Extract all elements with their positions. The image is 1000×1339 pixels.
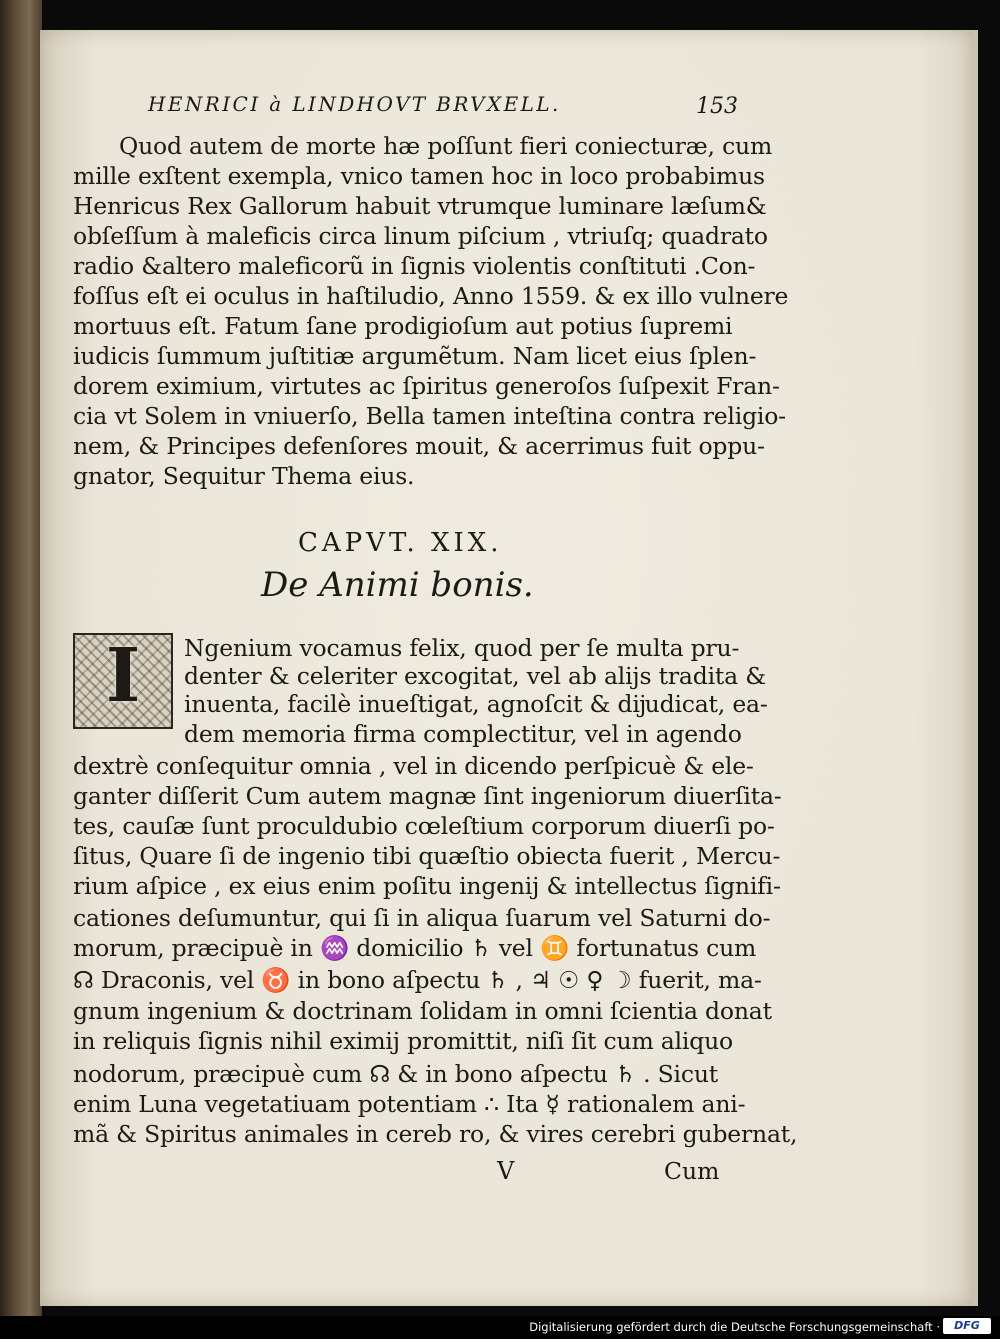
text-line: ganter diſſerit Cum autem magnæ ſint ingeniorum diuerſita-: [73, 782, 782, 810]
text-line: nodorum, præcipuè cum ☊ & in bono aſpectu ♄ . Sicut: [73, 1060, 719, 1088]
catchword: Cum: [664, 1157, 720, 1185]
text-line: foſſus eſt ei oculus in haſtiludio, Anno 1559. & ex illo vulnere: [73, 282, 789, 310]
page-number: 153: [696, 94, 738, 119]
text-line: gnum ingenium & doctrinam ſolidam in omni ſcientia donat: [73, 997, 772, 1025]
chapter-number: CAPVT. XIX.: [298, 528, 503, 558]
decorated-initial: [73, 633, 173, 729]
text-line: mille exſtent exempla, vnico tamen hoc in loco probabimus: [73, 162, 765, 190]
text-line: cationes deſumuntur, qui ſi in aliqua ſuarum vel Saturni do-: [73, 904, 771, 932]
text-line: morum, præcipuè in ♒ domicilio ♄ vel ♊ fortunatus cum: [73, 934, 757, 962]
text-line: dem memoria firma complectitur, vel in agendo: [184, 720, 742, 748]
drop-cap-letter: I: [105, 633, 141, 719]
text-line: dorem eximium, virtutes ac ſpiritus generoſos ſuſpexit Fran-: [73, 372, 780, 400]
text-line: gnator, Sequitur Thema eius.: [73, 462, 415, 490]
page-edge: [972, 30, 978, 1306]
signature-mark: V: [497, 1157, 515, 1185]
text-line: nem, & Principes defenſores mouit, & acerrimus fuit oppu-: [73, 432, 765, 460]
text-line: dextrè conſequitur omnia , vel in dicendo perſpicuè & ele-: [73, 752, 754, 780]
text-line: rium aſpice , ex eius enim poſitu ingenij & intellectus ſignifi-: [73, 872, 781, 900]
text-line: denter & celeriter excogitat, vel ab alijs tradita &: [184, 662, 766, 690]
text-line: in reliquis ſignis nihil eximij promittit, niſi ſit cum aliquo: [73, 1027, 733, 1055]
text-line: cia vt Solem in vniuerſo, Bella tamen inteſtina contra religio-: [73, 402, 786, 430]
text-line: obſeſſum à maleficis circa linum piſcium , vtriuſq; quadrato: [73, 222, 768, 250]
text-line: enim Luna vegetatiuam potentiam ∴ Ita ☿ rationalem ani-: [73, 1090, 746, 1118]
funding-note: Digitalisierung gefördert durch die Deutsche Forschungsgemeinschaft ·: [529, 1320, 940, 1334]
text-line: inuenta, facilè inueſtigat, agnoſcit & dĳudicat, ea-: [184, 690, 768, 718]
text-line: radio &altero maleficorũ in ſignis violentis conſtituti .Con-: [73, 252, 756, 280]
running-head: HENRICI à LINDHOVT BRVXELL.: [148, 92, 561, 116]
text-line: mortuus eſt. Fatum ſane prodigioſum aut potius ſupremi: [73, 312, 733, 340]
chapter-title: De Animi bonis.: [261, 565, 534, 605]
book-binding: [0, 0, 42, 1316]
dfg-logo: [943, 1318, 991, 1334]
text-line: mã & Spiritus animales in cereb ro, & vires cerebri gubernat,: [73, 1120, 798, 1148]
text-line: ſitus, Quare ſi de ingenio tibi quæſtio obiecta fuerit , Mercu-: [73, 842, 781, 870]
text-line: Quod autem de morte hæ poſſunt fieri coniecturæ, cum: [119, 132, 773, 160]
text-line: Henricus Rex Gallorum habuit vtrumque luminare læſum&: [73, 192, 767, 220]
text-line: Ngenium vocamus felix, quod per ſe multa pru-: [184, 634, 740, 662]
text-line: ☊ Draconis, vel ♉ in bono aſpectu ♄ , ♃ ☉ ♀ ☽ fuerit, ma-: [73, 966, 762, 994]
text-line: iudicis ſummum juſtitiæ argumẽtum. Nam licet eius ſplen-: [73, 342, 757, 370]
dfg-logo-text: DFG: [954, 1319, 980, 1332]
text-line: tes, cauſæ ſunt proculdubio cœleſtium corporum diuerſi po-: [73, 812, 775, 840]
